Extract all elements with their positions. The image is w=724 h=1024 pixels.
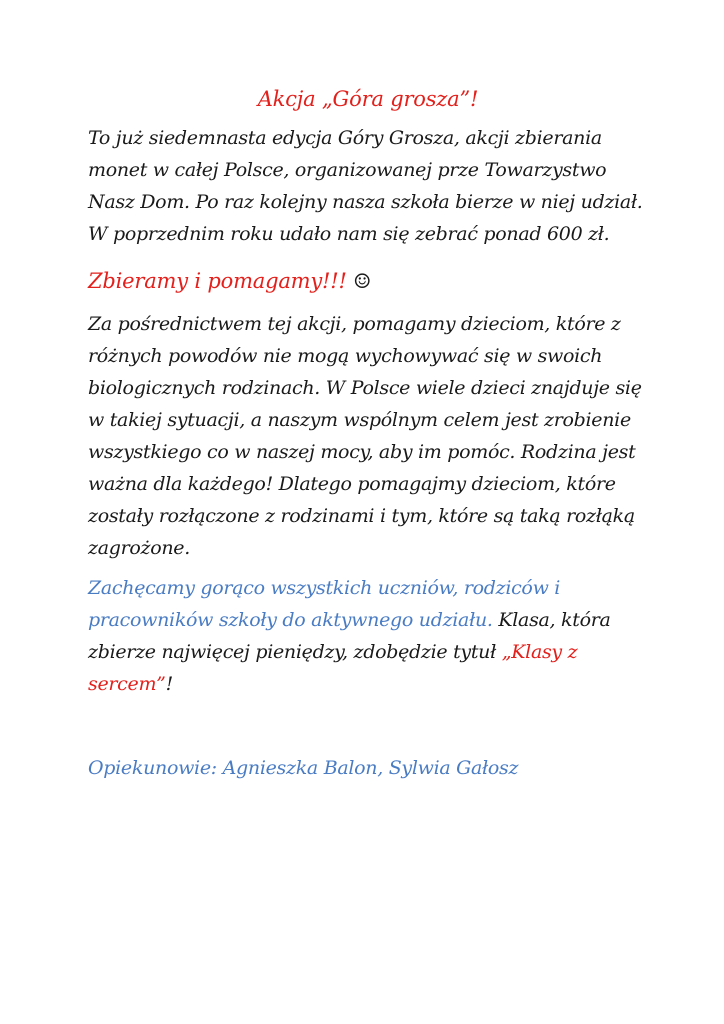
section-heading — [88, 266, 648, 296]
document-page — [88, 84, 648, 784]
section-heading-text: Zbieramy i pomagamy!!! — [88, 269, 347, 293]
invite-end: ! — [165, 673, 173, 695]
invite-text-blue: Zachęcamy gorąco wszystkich uczniów, rodziców i pracowników szkoły do aktywnego udziału. — [88, 577, 561, 631]
smiley-icon: ☺ — [353, 269, 371, 293]
body-paragraph: Za pośrednictwem tej akcji, pomagamy dzieciom, które z różnych powodów nie mogą wychowywać się w swoich biologicznych rodzinach. W Polsce wiele dzieci znajduje się w takiej sytuacji, a naszym wspólnym celem jest zrobienie wszystkiego co w naszej mocy, aby im pomóc. Rodzina jest ważna dla każdego! Dlatego pomagajmy dzieciom, które zostały rozłączone z rodzinami i tym, które są taką rozłąką zagrożone. — [88, 313, 642, 559]
document-title: Akcja „Góra grosza”! — [257, 87, 479, 111]
caretakers-line: Opiekunowie: Agnieszka Balon, Sylwia Gałosz — [88, 757, 519, 779]
class-title-text: „Klasy z sercem” — [88, 641, 578, 695]
invite-paragraph — [88, 572, 648, 700]
invite-text: Klasa, która zbierze najwięcej pieniędzy, zdobędzie tytuł — [88, 609, 611, 663]
intro-paragraph: To już siedemnasta edycja Góry Grosza, akcji zbierania monet w całej Polsce, organizowanej prze Towarzystwo Nasz Dom. Po raz kolejny nasza szkoła bierze w niej udział. W poprzednim roku udało nam się zebrać ponad 600 zł. — [88, 127, 643, 245]
